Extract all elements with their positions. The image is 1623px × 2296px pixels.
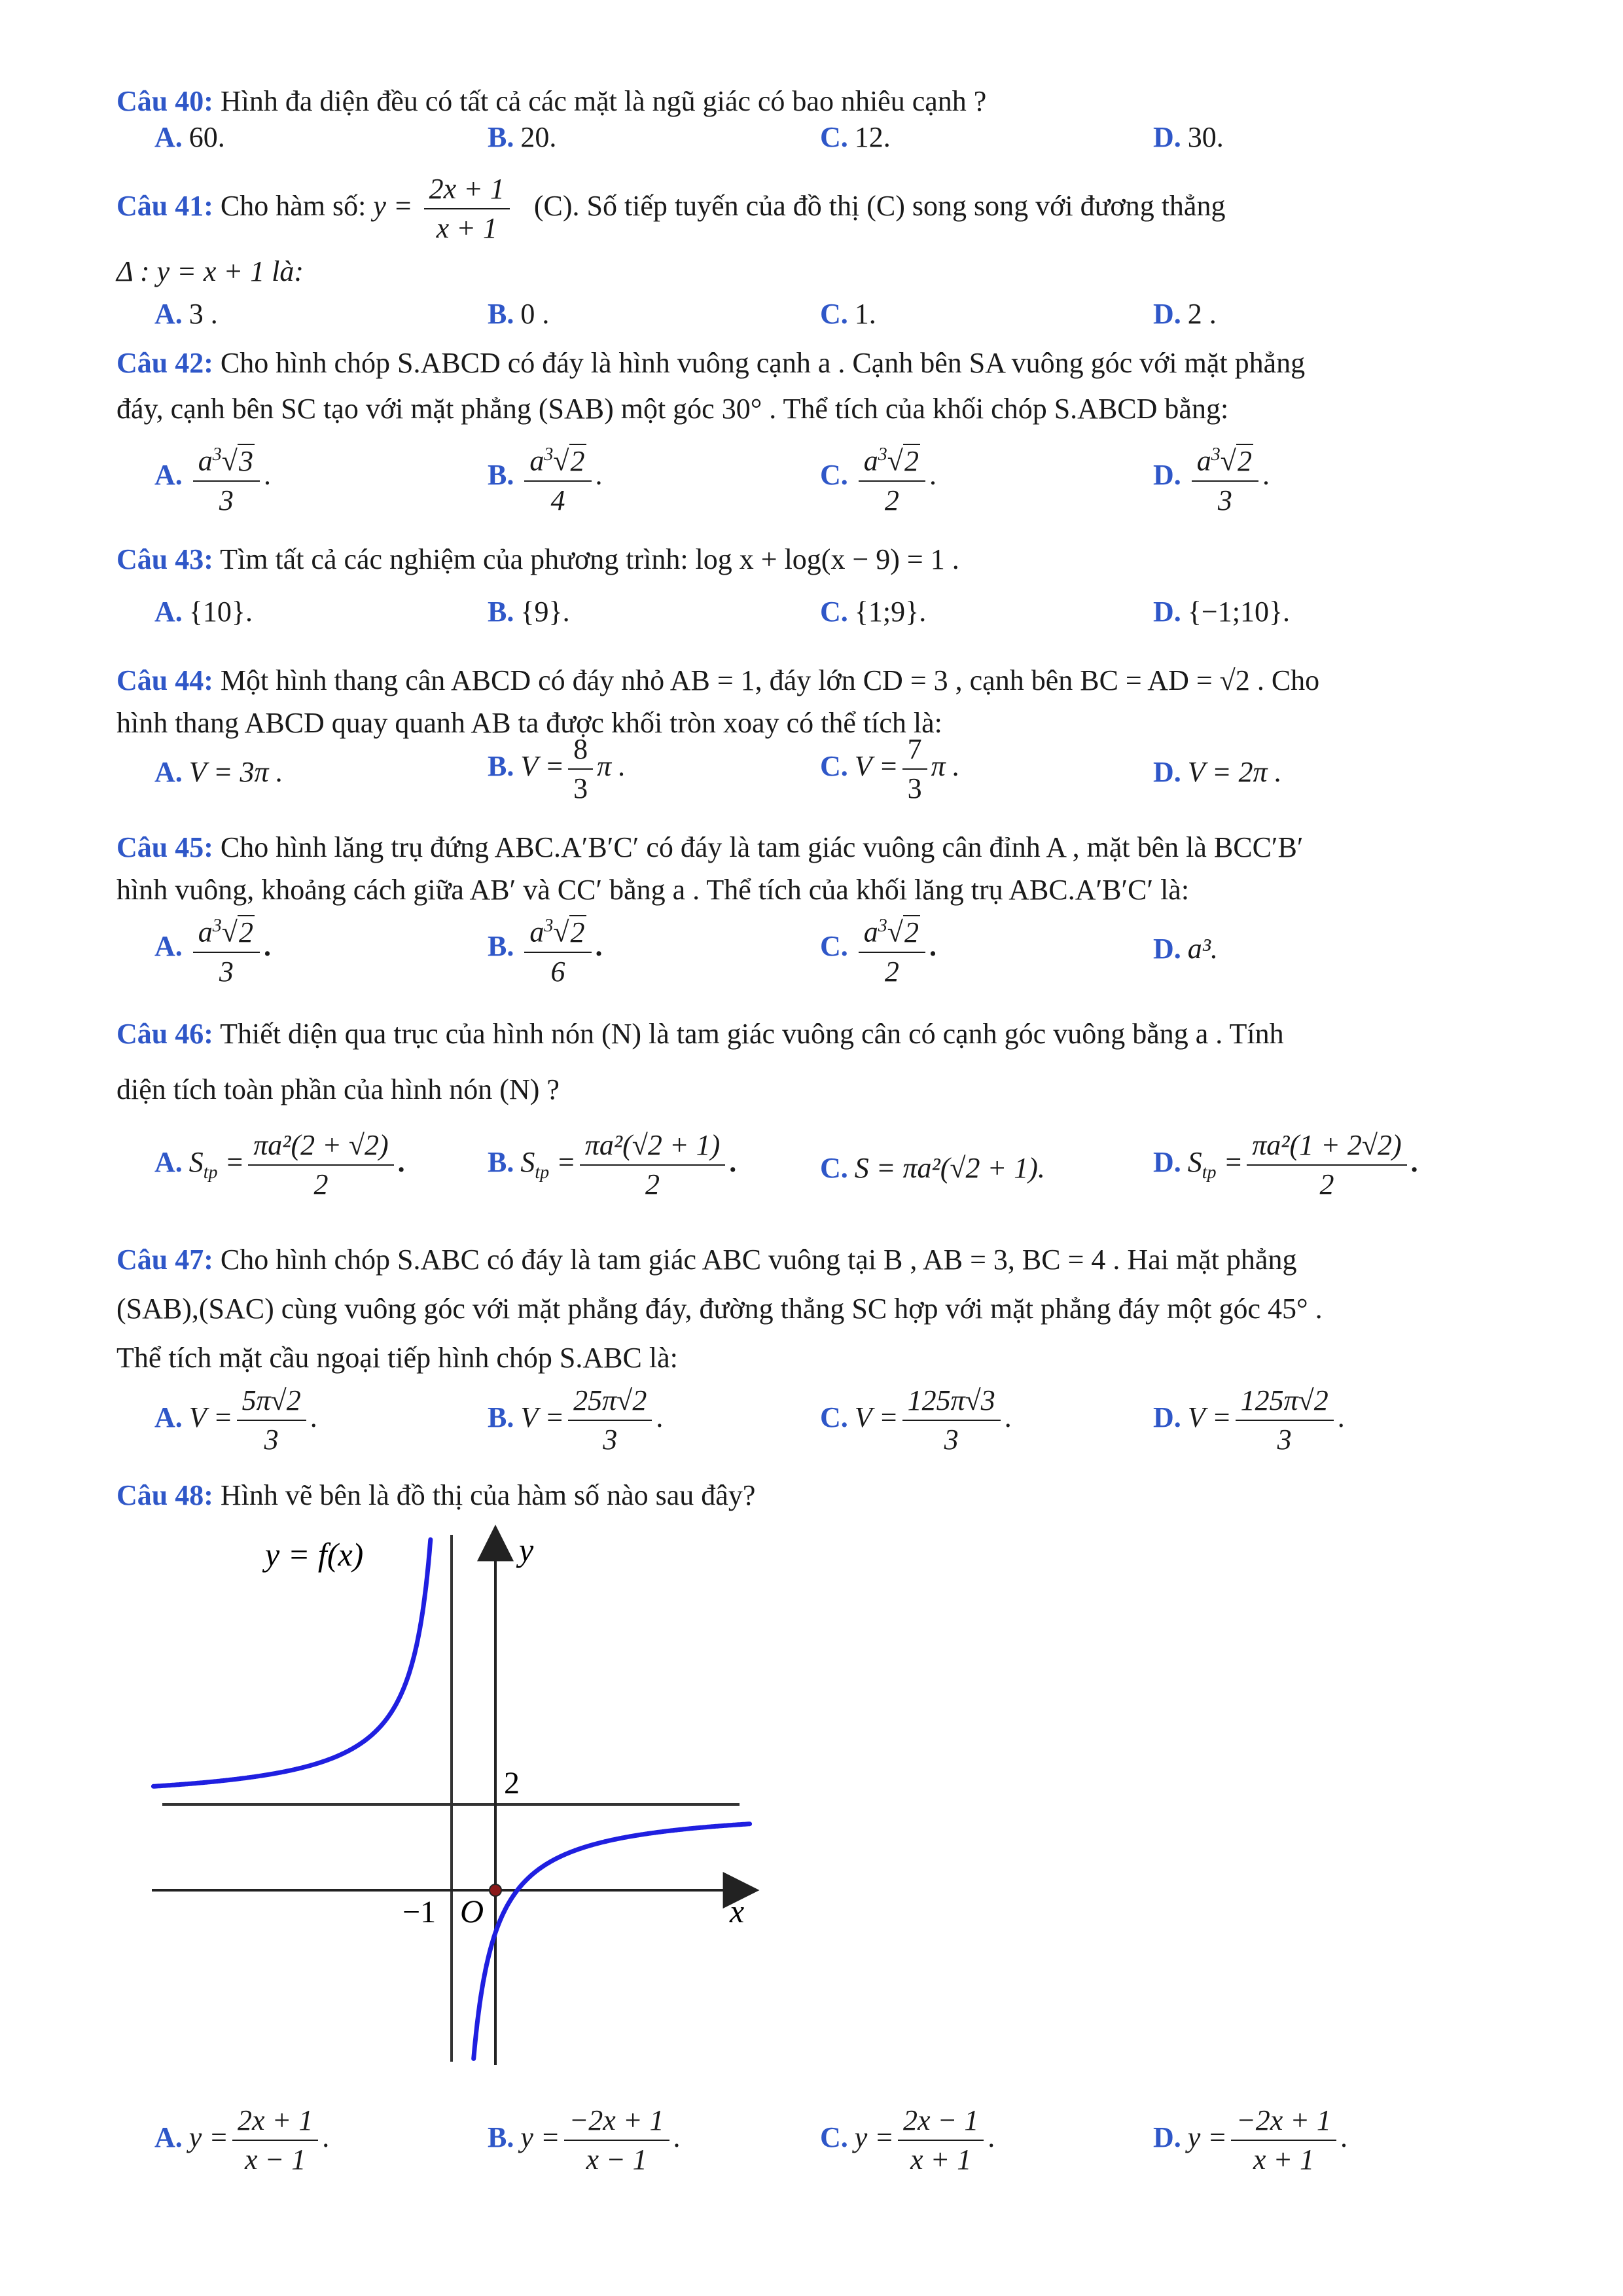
option-letter: D. <box>1153 2121 1181 2154</box>
y-axis-label: y <box>519 1532 534 1568</box>
func-label: y = f(x) <box>265 1536 364 1573</box>
fraction-denominator: 2 <box>884 955 899 988</box>
fraction-denominator: 2 <box>313 1168 329 1200</box>
x-intercept-point <box>490 1884 501 1896</box>
fraction-numerator: πa²(1 + 2√2) <box>1247 1129 1406 1166</box>
option-b[interactable]: B. V = $\frac{25\pi√2}{3}$ . <box>488 1384 664 1456</box>
question-text: Cho hàm số: <box>213 190 374 222</box>
fraction-denominator: 2 <box>645 1168 660 1200</box>
option-suffix: π . <box>597 750 626 783</box>
option-letter: C. <box>820 2121 848 2154</box>
question-text: Cho hình chóp S.ABC có đáy là tam giác ABC vuông tại B , AB = 3, BC = 4 . Hai mặt phẳng <box>213 1244 1297 1276</box>
fraction-denominator: 3 <box>219 484 234 516</box>
fraction-numerator: 25π√2 <box>568 1384 652 1421</box>
question-label: Câu 45: <box>116 831 213 863</box>
question-text: Thiết diện qua trục của hình nón (N) là tam giác vuông cân có cạnh góc vuông bằng a . Tính <box>213 1018 1284 1050</box>
option-value: 60. <box>188 121 225 153</box>
fraction-denominator: x − 1 <box>245 2144 306 2176</box>
fraction-numerator: 125π√2 <box>1236 1384 1334 1421</box>
option-letter: A. <box>154 929 183 962</box>
fraction-denominator: x + 1 <box>436 211 497 244</box>
option-c[interactable]: C. V = $\frac{125\pi√3}{3}$ . <box>820 1384 1012 1456</box>
option-letter: C. <box>820 1152 848 1184</box>
option-fraction <box>232 2104 318 2176</box>
option-letter: B. <box>488 298 514 330</box>
option-letter: B. <box>488 1146 514 1179</box>
question-line: hình vuông, khoảng cách giữa AB′ và CC′ bằng a . Thể tích của khối lăng trụ ABC.A′B′C′ là: <box>116 874 1190 906</box>
option-letter: B. <box>488 750 514 783</box>
option-value: {10}. <box>188 596 253 628</box>
option-letter: D. <box>1153 121 1181 153</box>
option-letter: D. <box>1153 933 1181 965</box>
fraction-denominator: 2 <box>1319 1168 1334 1200</box>
option-letter: D. <box>1153 756 1181 788</box>
radicand: 2 <box>570 444 585 477</box>
option-letter: A. <box>154 596 183 628</box>
option-letter: B. <box>488 121 514 153</box>
option-prefix: V = <box>520 750 565 783</box>
question-line: Δ : y = x + 1 là: <box>116 255 304 287</box>
option-fraction: $\frac{a^3√2}{2}$ <box>859 910 925 988</box>
option-letter: A. <box>154 458 183 491</box>
curve-right-branch <box>474 1824 750 2059</box>
option-value: 20. <box>520 121 557 153</box>
option-letter: B. <box>488 458 514 491</box>
fraction-denominator: 3 <box>573 772 588 804</box>
radicand: 2 <box>1237 444 1252 477</box>
fraction-denominator: 3 <box>1217 484 1232 516</box>
question-label: Câu 41: <box>116 190 213 222</box>
fraction-denominator: 4 <box>550 484 565 516</box>
option-letter: A. <box>154 121 183 153</box>
option-suffix: π . <box>931 750 960 783</box>
option-letter: D. <box>1153 298 1181 330</box>
question-label: Câu 44: <box>116 664 213 696</box>
two-label: 2 <box>504 1766 520 1801</box>
fraction-denominator: 2 <box>884 484 899 516</box>
option-value: S = πa²(√2 + 1). <box>854 1152 1045 1184</box>
option-letter: B. <box>488 2121 514 2154</box>
option-a[interactable]: A. $\frac{a^3√3}{3}$ . <box>154 439 271 517</box>
option-letter: D. <box>1153 1146 1181 1179</box>
option-d[interactable]: D. $\frac{a^3√2}{3}$ . <box>1153 439 1270 517</box>
option-letter: C. <box>820 298 848 330</box>
option-a[interactable]: A. $S_{tp}$ = $\frac{\text{πa²(2 + √2)}}{2}$ . <box>154 1129 405 1200</box>
question-label: Câu 43: <box>116 543 213 575</box>
fraction-numerator: πa²(2 + √2) <box>248 1129 393 1166</box>
option-letter: C. <box>820 750 848 783</box>
option-value: 2 . <box>1187 298 1217 330</box>
question-label: Câu 47: <box>116 1244 213 1276</box>
question-line: diện tích toàn phần của hình nón (N) ? <box>116 1073 560 1105</box>
question-line: (SAB),(SAC) cùng vuông góc với mặt phẳng đáy, đường thẳng SC hợp với mặt phẳng đáy một góc 45° . <box>116 1293 1323 1325</box>
fraction-numerator: −2x + 1 <box>564 2104 669 2141</box>
option-letter: A. <box>154 1401 183 1434</box>
origin-label: O <box>460 1893 484 1929</box>
option-a[interactable]: A. $\frac{a^3√2}{3}$ . <box>154 910 271 988</box>
option-letter: C. <box>820 596 848 628</box>
option-value: {−1;10}. <box>1187 596 1291 628</box>
fraction-denominator: 3 <box>1277 1424 1292 1456</box>
x-axis-label: x <box>730 1893 745 1929</box>
fraction-denominator: 3 <box>603 1424 618 1456</box>
option-letter: C. <box>820 1401 848 1434</box>
option-letter: A. <box>154 1146 183 1179</box>
option-letter: A. <box>154 2121 183 2154</box>
option-value: 30. <box>1187 121 1224 153</box>
option-value: 1. <box>854 298 876 330</box>
option-value: 12. <box>854 121 891 153</box>
option-c[interactable]: C. $\frac{a^3√2}{2}$ . <box>820 910 936 988</box>
option-fraction: $\frac{a^3√2}{2}$ <box>859 439 925 517</box>
option-d[interactable]: D. $S_{tp}$ = $\frac{\text{πa²(1 + 2√2)}}{2}$ . <box>1153 1129 1418 1200</box>
option-fraction: $\frac{a^3√3}{3}$ <box>193 439 260 517</box>
radicand: 2 <box>904 444 919 477</box>
option-fraction <box>898 2104 984 2176</box>
option-fraction: $\frac{a^3√2}{4}$ <box>524 439 591 517</box>
option-letter: C. <box>820 121 848 153</box>
option-fraction: $\frac{a^3√2}{6}$ <box>524 910 591 988</box>
question-text-cont: (C). Số tiếp tuyến của đồ thị (C) song song với đương thẳng <box>533 190 1226 222</box>
option-b[interactable]: B. $S_{tp}$ = $\frac{\text{πa²(√2 + 1)}}{2}$ . <box>488 1129 737 1200</box>
fraction-denominator: x − 1 <box>586 2144 647 2176</box>
curve-left-branch <box>153 1539 430 1786</box>
option-letter: B. <box>488 1401 514 1434</box>
fraction-numerator: 8 <box>568 733 593 770</box>
fraction-denominator: 3 <box>944 1424 959 1456</box>
fraction-numerator: 125π√3 <box>902 1384 1001 1421</box>
question-text: Một hình thang cân ABCD có đáy nhỏ AB = 1, đáy lớn CD = 3 , cạnh bên BC = AD = √2 . Cho <box>213 664 1320 696</box>
fraction-denominator: 6 <box>550 955 565 988</box>
option-d[interactable]: D. V = $\frac{125\pi√2}{3}$ . <box>1153 1384 1345 1456</box>
option-a[interactable]: A. y = $\frac{2x + 1}{x - 1}$ . <box>154 2104 330 2176</box>
option-value: {1;9}. <box>854 596 927 628</box>
option-fraction: $\frac{a^3√2}{3}$ <box>193 910 260 988</box>
question-line: hình thang ABCD quay quanh AB ta được khối tròn xoay có thể tích là: <box>116 707 942 739</box>
question-label: Câu 48: <box>116 1479 213 1511</box>
option-value: {9}. <box>520 596 570 628</box>
option-letter: D. <box>1153 1401 1181 1434</box>
question-text: Hình vẽ bên là đồ thị của hàm số nào sau đây? <box>213 1479 756 1511</box>
fraction-numerator: 7 <box>902 733 927 770</box>
option-letter: A. <box>154 756 183 788</box>
option-fraction: $\frac{a^3√2}{3}$ <box>1192 439 1258 517</box>
question-label: Câu 46: <box>116 1018 213 1050</box>
option-fraction <box>564 2104 669 2176</box>
option-b[interactable]: B. $\frac{a^3√2}{6}$ . <box>488 910 603 988</box>
y-equals: y = <box>373 190 413 222</box>
question-line: đáy, cạnh bên SC tạo với mặt phẳng (SAB) một góc 30° . Thể tích của khối chóp S.ABCD bằng: <box>116 393 1229 425</box>
fraction-numerator: 2x + 1 <box>232 2104 318 2141</box>
fraction-denominator: 3 <box>219 955 234 988</box>
question-text: Hình đa diện đều có tất cả các mặt là ngũ giác có bao nhiêu cạnh ? <box>213 85 987 117</box>
option-value: 3 . <box>188 298 218 330</box>
fraction-numerator: 5π√2 <box>237 1384 306 1421</box>
fraction-denominator: 3 <box>264 1424 279 1456</box>
option-letter: C. <box>820 929 848 962</box>
radicand: 3 <box>238 444 253 477</box>
question-line: Thể tích mặt cầu ngoại tiếp hình chóp S.ABC là: <box>116 1342 678 1374</box>
option-value: a³. <box>1187 933 1218 965</box>
option-value: V = 3π . <box>188 756 283 788</box>
option-letter: A. <box>154 298 183 330</box>
option-prefix: V = <box>854 750 899 783</box>
fraction-numerator: 2x + 1 <box>424 173 510 209</box>
option-letter: C. <box>820 458 848 491</box>
question-label: Câu 40: <box>116 85 213 117</box>
fraction-denominator: x + 1 <box>1253 2144 1315 2176</box>
fraction-denominator: x + 1 <box>910 2144 972 2176</box>
option-fraction <box>1231 2104 1336 2176</box>
option-letter: D. <box>1153 596 1181 628</box>
option-value: V = 2π . <box>1187 756 1282 788</box>
neg-one-label: −1 <box>402 1895 437 1929</box>
fraction-denominator: 3 <box>907 772 922 804</box>
option-b[interactable]: B. y = $\frac{-2x + 1}{x - 1}$ . <box>488 2104 681 2176</box>
option-letter: D. <box>1153 458 1181 491</box>
question-text: Cho hình lăng trụ đứng ABC.A′B′C′ có đáy là tam giác vuông cân đỉnh A , mặt bên là BCC′B′ <box>213 831 1304 863</box>
option-b[interactable]: B. $\frac{a^3√2}{4}$ . <box>488 439 603 517</box>
option-c[interactable]: C. y = $\frac{2x - 1}{x + 1}$ . <box>820 2104 995 2176</box>
fraction-numerator: πa²(√2 + 1) <box>580 1129 725 1166</box>
option-c[interactable]: C. $\frac{a^3√2}{2}$ . <box>820 439 936 517</box>
option-value: 0 . <box>520 298 550 330</box>
question-label: Câu 42: <box>116 347 213 379</box>
option-letter: B. <box>488 596 514 628</box>
fraction-numerator: −2x + 1 <box>1231 2104 1336 2141</box>
option-d[interactable]: D. y = $\frac{-2x + 1}{x + 1}$ . <box>1153 2104 1347 2176</box>
question-text: Tìm tất cả các nghiệm của phương trình: log x + log(x − 9) = 1 . <box>213 543 959 575</box>
option-letter: B. <box>488 929 514 962</box>
question-text: Cho hình chóp S.ABCD có đáy là hình vuông cạnh a . Cạnh bên SA vuông góc với mặt phẳng <box>213 347 1306 379</box>
option-a[interactable]: A. V = $\frac{5\pi√2}{3}$ . <box>154 1384 317 1456</box>
fraction-numerator: 2x − 1 <box>898 2104 984 2141</box>
